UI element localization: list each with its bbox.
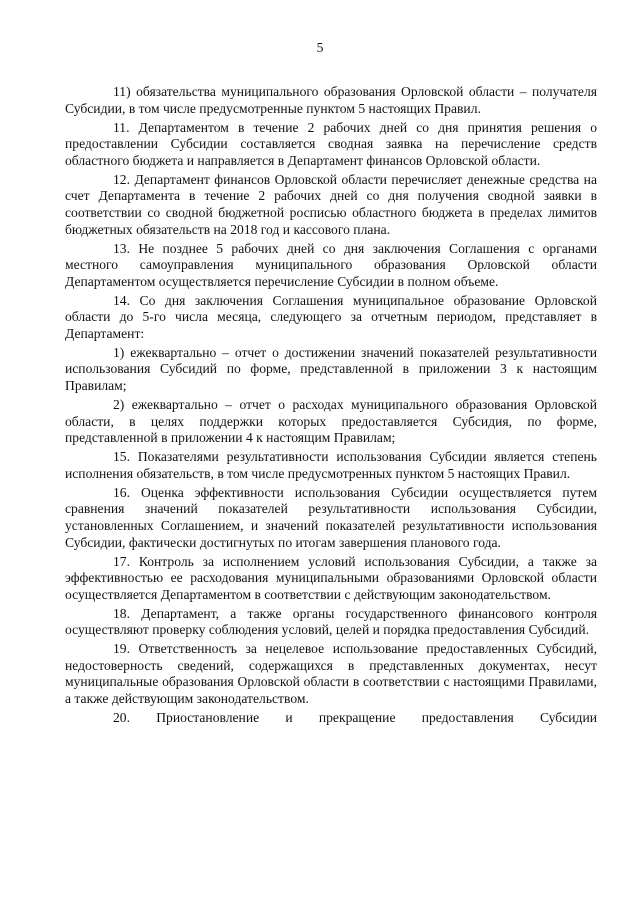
paragraph-14-reporting: 14. Со дня заключения Соглашения муниципальное образование Орловской области до 5-го числа месяца, следующего за отчетным периодом, представляет в Департамент: <box>65 292 597 341</box>
paragraph-13-subsidy-transfer: 13. Не позднее 5 рабочих дней со дня заключения Соглашения с органами местного самоуправления муниципального образования Орловской области Департаментом осуществляется перечисление Субсидии в полном объеме. <box>65 240 597 289</box>
paragraph-17-control: 17. Контроль за исполнением условий использования Субсидии, а также за эффективностью ее расходования муниципальными образованиями Орловской области осуществляется Департаментом в соответствии с действующим законодательством. <box>65 553 597 602</box>
paragraph-12-funds-transfer: 12. Департамент финансов Орловской области перечисляет денежные средства на счет Департамента в течение 2 рабочих дней со дня получения сводной заявки в соответствии со сводной бюджетной росписью областного бюджета в пределах лимитов бюджетных обязательств на 2018 год и кассового плана. <box>65 171 597 237</box>
paragraph-16-efficiency-evaluation: 16. Оценка эффективности использования Субсидии осуществляется путем сравнения значений показателей результативности использования Субсидии, установленных Соглашением, и значений показателей результативности использования Субсидии, фактически достигнутых по итогам завершения планового года. <box>65 484 597 550</box>
paragraph-11-summary-request: 11. Департаментом в течение 2 рабочих дней со дня принятия решения о предоставлении Субсидии составляется сводная заявка на перечисление средств областного бюджета и направляется в Департамент финансов Орловской области. <box>65 119 597 168</box>
document-body <box>65 84 597 729</box>
paragraph-14-item-1: 1) ежеквартально – отчет о достижении значений показателей результативности использования Субсидий по форме, представленной в приложении 3 к настоящим Правилам; <box>65 344 597 394</box>
paragraph-19-responsibility: 19. Ответственность за нецелевое использование предоставленных Субсидий, недостоверность сведений, содержащихся в представленных документах, несут муниципальные образования Орловской области в соответствии с настоящими Правилами, а также действующим законодательством. <box>65 641 597 707</box>
paragraph-obligations-item-11: 11) обязательства муниципального образования Орловской области – получателя Субсидии, в том числе предусмотренные пунктом 5 настоящих Правил. <box>65 84 597 116</box>
paragraph-20-suspension: 20. Приостановление и прекращение предоставления Субсидии <box>113 710 597 726</box>
paragraph-18-inspection: 18. Департамент, а также органы государственного финансового контроля осуществляют проверку соблюдения условий, целей и порядка предоставления Субсидий. <box>65 605 597 638</box>
page-number: 5 <box>316 40 324 55</box>
paragraph-15-indicators: 15. Показателями результативности использования Субсидии является степень исполнения обязательств, в том числе предусмотренных пунктом 5 настоящих Правил. <box>65 449 597 481</box>
paragraph-14-item-2: 2) ежеквартально – отчет о расходах муниципального образования Орловской области, в целях поддержки которых предоставляется Субсидия, по форме, представленной в приложении 4 к настоящим Правилам; <box>65 397 597 446</box>
